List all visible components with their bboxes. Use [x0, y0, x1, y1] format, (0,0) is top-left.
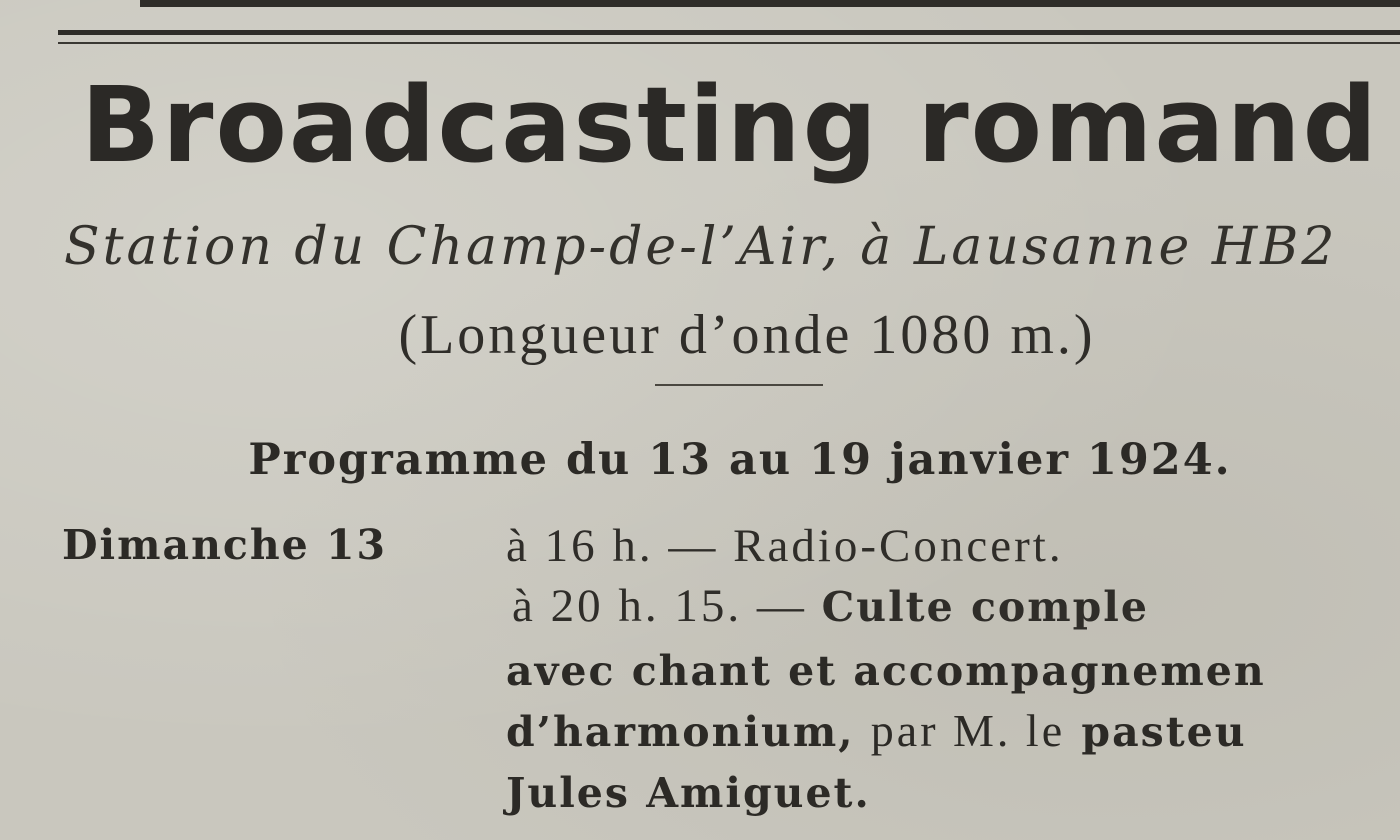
programme-title: Programme du 13 au 19 janvier 1924. [248, 435, 1232, 485]
header-rule-thin [58, 42, 1400, 44]
entry-2-line-3-bold: d’harmonium, [506, 708, 855, 756]
entry-2-line-4: Jules Amiguet. [506, 769, 871, 817]
header-rule-thick [58, 30, 1400, 35]
entry-2-line-2: avec chant et accompagnemen [506, 647, 1266, 695]
entry-2-title: Culte comple [821, 583, 1149, 631]
station-subtitle: Station du Champ-de-l’Air, à Lausanne HB2 [64, 217, 1338, 277]
wavelength-note: (Longueur d’onde 1080 m.) [398, 304, 1096, 366]
entry-2-time: à 20 h. 15. — [512, 580, 807, 632]
section-divider [655, 384, 823, 386]
headline: Broadcasting romand [80, 64, 1380, 186]
day-label: Dimanche 13 [62, 521, 388, 569]
entry-1-text: Radio-Concert. [733, 520, 1064, 572]
entry-2-line-3 [506, 700, 1247, 763]
entry-2-line-3-normal: par M. le [870, 705, 1066, 756]
entry-2-line-3-bold-end: pasteu [1081, 708, 1247, 756]
schedule-entry-1 [506, 515, 1064, 577]
schedule-entry-2 [512, 575, 1149, 638]
top-border-strip [140, 0, 1400, 7]
entry-1-time: à 16 h. — [506, 520, 719, 572]
